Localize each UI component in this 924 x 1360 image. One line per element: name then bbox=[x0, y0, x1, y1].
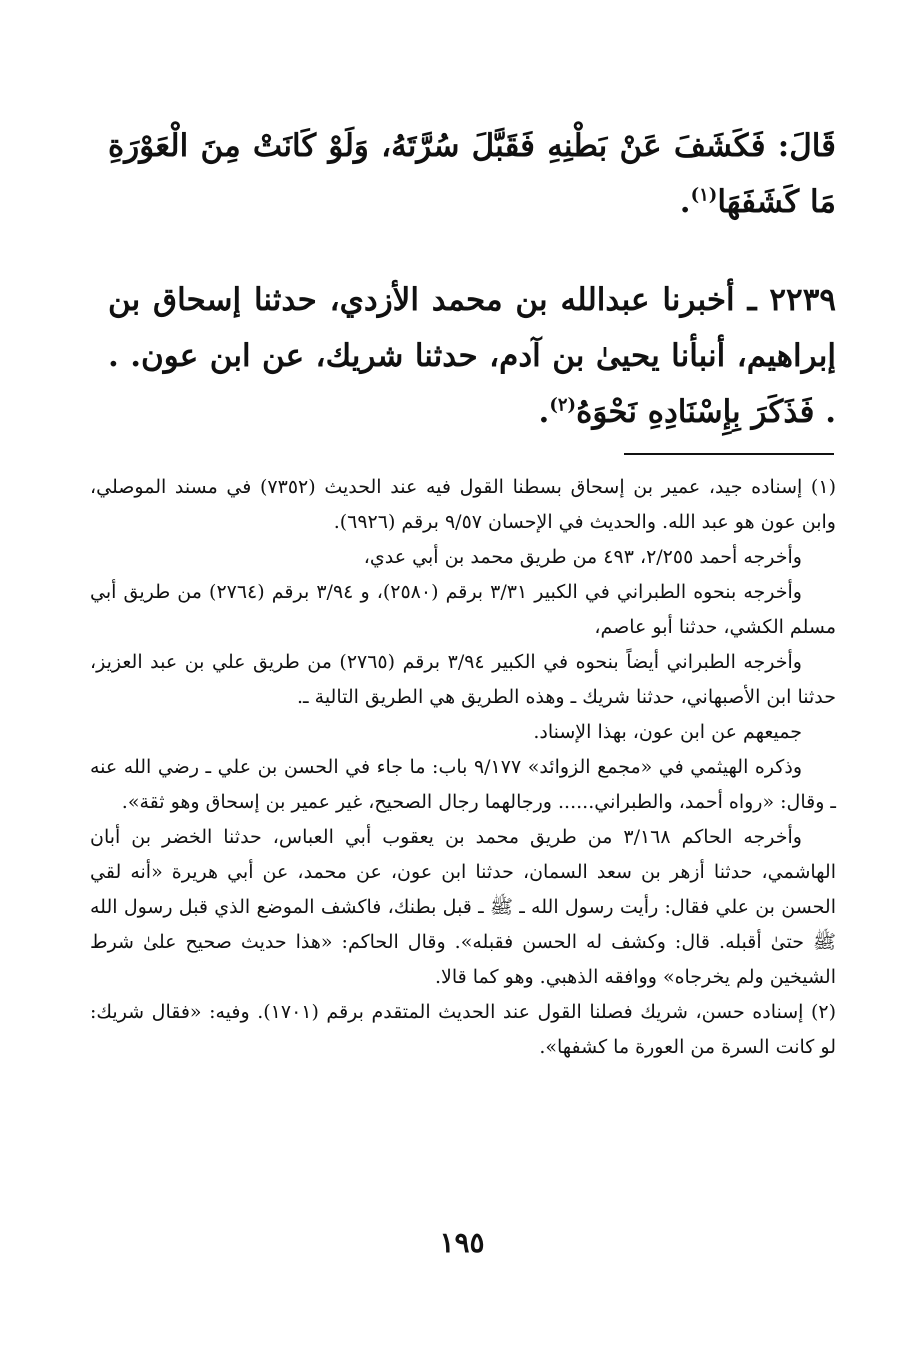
footnotes bbox=[90, 470, 836, 1065]
footnote-line: وأخرجه الطبراني أيضاً بنحوه في الكبير ٣/٩٤ برقم (٢٧٦٥) من طريق علي بن عبد العزيز، حدثنا ابن الأصبهاني، حدثنا شريك ـ وهذه الطريق هي الطريق التالية ـ. bbox=[90, 651, 836, 708]
footnote-line: وأخرجه أحمد ٢/٢٥٥، ٤٩٣ من طريق محمد بن أبي عدي، bbox=[363, 546, 802, 568]
hadith-text: ـ أخبرنا عبدالله بن محمد الأزدي، حدثنا إسحاق بن إبراهيم، أنبأنا يحيىٰ بن آدم، حدثنا شريك، عن ابن عون. . . فَذَكَرَ بِإِسْنَادِهِ نَحْوَهُ bbox=[108, 282, 836, 430]
page-number: ١٩٥ bbox=[439, 1226, 485, 1259]
footnote-ref-1: (١) bbox=[690, 184, 718, 206]
sentence-end: . bbox=[679, 184, 691, 220]
hadith-number: ٢٢٣٩ bbox=[769, 282, 836, 318]
footnote-2: (٢) إسناده حسن، شريك فصلنا القول عند الحديث المتقدم برقم (١٧٠١). وفيه: «فقال شريك: لو كانت السرة من العورة ما كشفها». bbox=[90, 1001, 837, 1058]
footnote-separator bbox=[624, 453, 834, 455]
footnote-1: (١) إسناده جيد، عمير بن إسحاق بسطنا القول فيه عند الحديث (٧٣٥٢) في مسند الموصلي، وابن عون هو عبد الله. والحديث في الإحسان ٩/٥٧ برقم (٦٩٢٦). bbox=[90, 476, 836, 533]
footnote-line: وأخرجه الحاكم ٣/١٦٨ من طريق محمد بن يعقوب أبي العباس، حدثنا الخضر بن أبان الهاشمي، حدثنا أزهر بن سعد السمان، حدثنا ابن عون، عن محمد، عن أبي هريرة «أنه لقي الحسن بن علي فقال: رأيت رسول الله ـ ﷺ ـ قبل بطنك، فاكشف الموضع الذي قبل رسول الله ﷺ حتىٰ أقبله. قال: وكشف له الحسن فقبله». وقال الحاكم: «هذا حديث صحيح علىٰ شرط الشيخين ولم يخرجاه» ووافقه الذهبي. وهو كما قالا. bbox=[90, 826, 836, 988]
hadith-paragraph-continuation bbox=[108, 118, 836, 230]
footnote-line: جميعهم عن ابن عون، بهذا الإسناد. bbox=[533, 721, 802, 743]
hadith-paragraph-2239 bbox=[108, 272, 836, 440]
sentence-end: . bbox=[538, 394, 550, 430]
hadith-text: قَالَ: فَكَشَفَ عَنْ بَطْنِهِ فَقَبَّلَ سُرَّتَهُ، وَلَوْ كَانَتْ مِنَ الْعَوْرَةِ مَا كَشَفَهَا bbox=[108, 128, 836, 220]
footnote-line: وأخرجه بنحوه الطبراني في الكبير ٣/٣١ برقم (٢٥٨٠)، و ٣/٩٤ برقم (٢٧٦٤) من طريق أبي مسلم الكشي، حدثنا أبو عاصم، bbox=[90, 581, 836, 638]
footnote-ref-2: (٢) bbox=[549, 394, 577, 416]
footnote-line: وذكره الهيثمي في «مجمع الزوائد» ٩/١٧٧ باب: ما جاء في الحسن بن علي ـ رضي الله عنه ـ وقال: «رواه أحمد، والطبراني...... ورجالهما رجال الصحيح، غير عمير بن إسحاق وهو ثقة». bbox=[90, 756, 836, 813]
main-text bbox=[108, 118, 836, 440]
